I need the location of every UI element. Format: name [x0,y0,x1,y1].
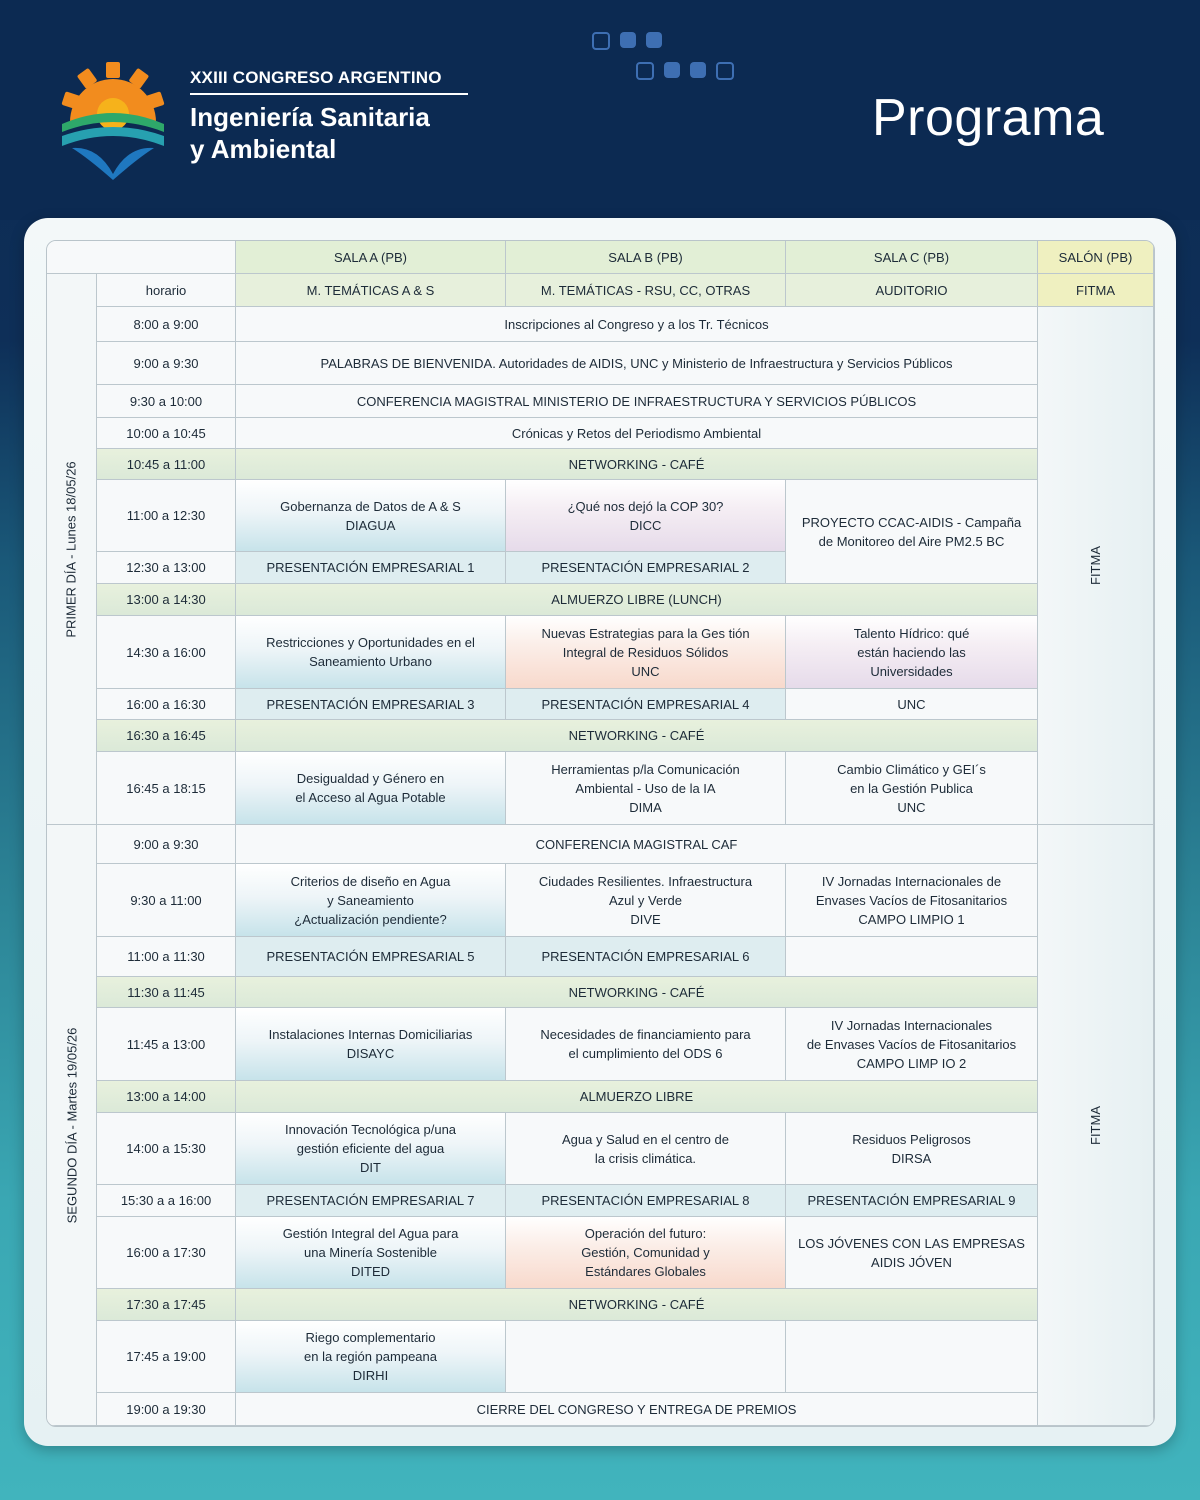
time-cell: 9:30 a 10:00 [97,385,236,418]
brand-block [190,68,468,165]
session-cell: Operación del futuro: Gestión, Comunidad y Estándares Globales [506,1217,786,1289]
session-cell: Gestión Integral del Agua para una Minería Sostenible DITED [236,1217,506,1289]
session-cell: Criterios de diseño en Agua y Saneamiento ¿Actualización pendiente? [236,864,506,937]
fitma-column-day1: FITMA [1038,307,1154,825]
time-cell: 11:45 a 13:00 [97,1008,236,1081]
session-cell: Desigualdad y Género en el Acceso al Agua Potable [236,752,506,825]
session-cell: ¿Qué nos dejó la COP 30? DICC [506,480,786,552]
session-cell: Residuos Peligrosos DIRSA [786,1113,1038,1185]
session-cell: IV Jornadas Internacionales de Envases Vacíos de Fitosanitarios CAMPO LIMPIO 1 [786,864,1038,937]
header-auditorio: AUDITORIO [786,274,1038,307]
time-cell: 11:00 a 12:30 [97,480,236,552]
time-cell: 14:00 a 15:30 [97,1113,236,1185]
session-cell: Innovación Tecnológica p/una gestión eficiente del agua DIT [236,1113,506,1185]
square-outline-icon [592,32,610,50]
header-salon: SALÓN (PB) [1038,241,1154,274]
session-cell: PRESENTACIÓN EMPRESARIAL 4 [506,689,786,720]
networking-cell: NETWORKING - CAFÉ [236,449,1038,480]
fitma-column-day2: FITMA [1038,825,1154,1426]
session-cell: PRESENTACIÓN EMPRESARIAL 3 [236,689,506,720]
empty-cell [786,937,1038,977]
session-cell: PRESENTACIÓN EMPRESARIAL 6 [506,937,786,977]
session-cell: PRESENTACIÓN EMPRESARIAL 9 [786,1185,1038,1217]
time-cell: 13:00 a 14:00 [97,1081,236,1113]
header-fitma: FITMA [1038,274,1154,307]
header-sala-c: SALA C (PB) [786,241,1038,274]
header-sala-a: SALA A (PB) [236,241,506,274]
session-cell: PROYECTO CCAC-AIDIS - Campaña de Monitoreo del Aire PM2.5 BC [786,480,1038,584]
networking-cell: NETWORKING - CAFÉ [236,977,1038,1008]
brand-line3: y Ambiental [190,134,337,164]
session-cell: Herramientas p/la Comunicación Ambiental - Uso de la IA DIMA [506,752,786,825]
square-outline-icon [716,62,734,80]
square-filled-icon [646,32,662,48]
session-cell: PRESENTACIÓN EMPRESARIAL 8 [506,1185,786,1217]
time-cell: 16:00 a 16:30 [97,689,236,720]
header-tematicas-a: M. TEMÁTICAS A & S [236,274,506,307]
session-cell: IV Jornadas Internacionales de Envases Vacíos de Fitosanitarios CAMPO LIMP IO 2 [786,1008,1038,1081]
time-cell: 9:00 a 9:30 [97,342,236,385]
program-table [46,240,1155,1427]
session-cell: Inscripciones al Congreso y a los Tr. Técnicos [236,307,1038,342]
time-cell: 10:45 a 11:00 [97,449,236,480]
header-sala-b: SALA B (PB) [506,241,786,274]
session-cell: PRESENTACIÓN EMPRESARIAL 1 [236,552,506,584]
time-cell: 10:00 a 10:45 [97,418,236,449]
brand-line2: Ingeniería Sanitaria [190,102,430,132]
networking-cell: NETWORKING - CAFÉ [236,720,1038,752]
time-cell: 17:45 a 19:00 [97,1321,236,1393]
session-cell: Riego complementario en la región pampeana DIRHI [236,1321,506,1393]
session-cell: CONFERENCIA MAGISTRAL CAF [236,825,1038,864]
session-cell: PRESENTACIÓN EMPRESARIAL 7 [236,1185,506,1217]
square-outline-icon [636,62,654,80]
session-cell: PRESENTACIÓN EMPRESARIAL 5 [236,937,506,977]
session-cell: CONFERENCIA MAGISTRAL MINISTERIO DE INFRAESTRUCTURA Y SERVICIOS PÚBLICOS [236,385,1038,418]
header-tematicas-b: M. TEMÁTICAS - RSU, CC, OTRAS [506,274,786,307]
header-horario: horario [97,274,236,307]
lunch-cell: ALMUERZO LIBRE (LUNCH) [236,584,1038,616]
session-cell: LOS JÓVENES CON LAS EMPRESAS AIDIS JÓVEN [786,1217,1038,1289]
congress-logo-icon [58,62,168,180]
table-corner [47,241,236,274]
day-label-2: SEGUNDO DÍA - Martes 19/05/26 [47,825,97,1426]
session-cell: UNC [786,689,1038,720]
time-cell: 11:00 a 11:30 [97,937,236,977]
session-cell: Necesidades de financiamiento para el cumplimiento del ODS 6 [506,1008,786,1081]
time-cell: 16:45 a 18:15 [97,752,236,825]
time-cell: 12:30 a 13:00 [97,552,236,584]
session-cell: Ciudades Resilientes. Infraestructura Azul y Verde DIVE [506,864,786,937]
session-cell: Cambio Climático y GEI´s en la Gestión Publica UNC [786,752,1038,825]
time-cell: 14:30 a 16:00 [97,616,236,689]
session-cell: Agua y Salud en el centro de la crisis climática. [506,1113,786,1185]
time-cell: 11:30 a 11:45 [97,977,236,1008]
time-cell: 17:30 a 17:45 [97,1289,236,1321]
lunch-cell: ALMUERZO LIBRE [236,1081,1038,1113]
session-cell: Crónicas y Retos del Periodismo Ambiental [236,418,1038,449]
time-cell: 9:30 a 11:00 [97,864,236,937]
networking-cell: NETWORKING - CAFÉ [236,1289,1038,1321]
time-cell: 8:00 a 9:00 [97,307,236,342]
time-cell: 15:30 a a 16:00 [97,1185,236,1217]
day-label-1: PRIMER DÍA - Lunes 18/05/26 [47,274,97,825]
time-cell: 16:00 a 17:30 [97,1217,236,1289]
session-cell: Gobernanza de Datos de A & S DIAGUA [236,480,506,552]
session-cell: Talento Hídrico: qué están haciendo las Universidades [786,616,1038,689]
time-cell: 16:30 a 16:45 [97,720,236,752]
brand-line1: XXIII CONGRESO ARGENTINO [190,68,468,95]
square-filled-icon [664,62,680,78]
page-title: Programa [872,89,1105,147]
session-cell: Instalaciones Internas Domiciliarias DISAYC [236,1008,506,1081]
session-cell: CIERRE DEL CONGRESO Y ENTREGA DE PREMIOS [236,1393,1038,1426]
square-filled-icon [690,62,706,78]
empty-cell [506,1321,786,1393]
session-cell: Nuevas Estrategias para la Ges tión Integral de Residuos Sólidos UNC [506,616,786,689]
time-cell: 19:00 a 19:30 [97,1393,236,1426]
session-cell: PALABRAS DE BIENVENIDA. Autoridades de AIDIS, UNC y Ministerio de Infraestructura y Servicios Públicos [236,342,1038,385]
time-cell: 9:00 a 9:30 [97,825,236,864]
time-cell: 13:00 a 14:30 [97,584,236,616]
empty-cell [786,1321,1038,1393]
session-cell: PRESENTACIÓN EMPRESARIAL 2 [506,552,786,584]
session-cell: Restricciones y Oportunidades en el Saneamiento Urbano [236,616,506,689]
square-filled-icon [620,32,636,48]
